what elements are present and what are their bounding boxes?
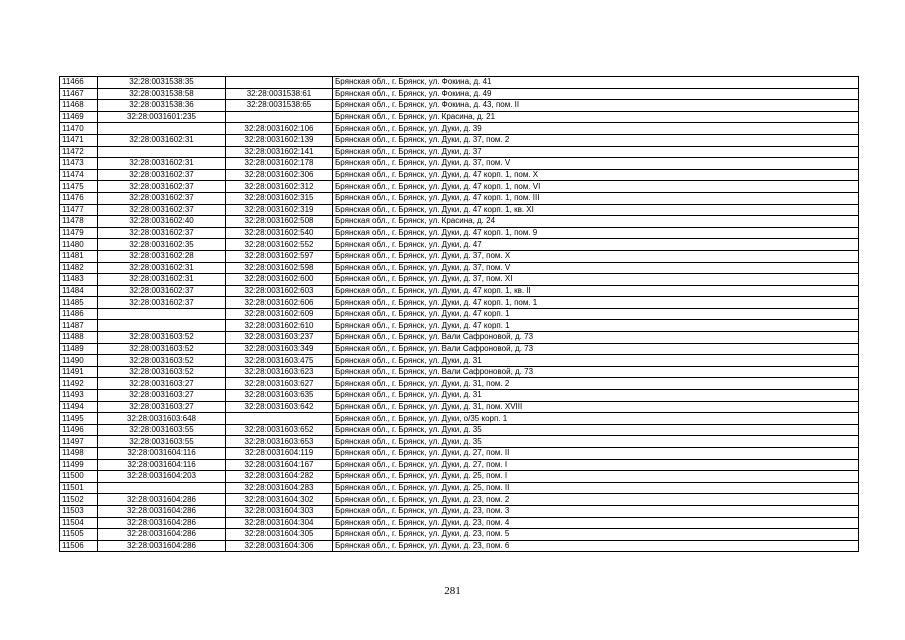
table-row [60,401,859,413]
cadastral-number-parcel-cell [98,146,226,158]
table-row [60,413,859,425]
address-cell: Брянская обл., г. Брянск, ул. Дуки, д. 47 корп. 1 [333,320,859,332]
table-row [60,424,859,436]
row-number-cell: 11477 [60,204,98,216]
row-number-cell: 11506 [60,540,98,552]
row-number-cell: 11497 [60,436,98,448]
cadastral-number-object-cell: 32:28:0031602:106 [226,123,333,135]
address-cell: Брянская обл., г. Брянск, ул. Дуки, д. 31, пом. XVIII [333,401,859,413]
cadastral-number-parcel-cell: 32:28:0031603:52 [98,355,226,367]
table-row [60,250,859,262]
cadastral-number-parcel-cell: 32:28:0031603:52 [98,332,226,344]
address-cell: Брянская обл., г. Брянск, ул. Дуки, д. 35 [333,424,859,436]
row-number-cell: 11478 [60,216,98,228]
row-number-cell: 11489 [60,343,98,355]
cadastral-number-parcel-cell: 32:28:0031602:37 [98,204,226,216]
table-row [60,482,859,494]
row-number-cell: 11480 [60,239,98,251]
cadastral-number-parcel-cell [98,123,226,135]
row-number-cell: 11496 [60,424,98,436]
table-row [60,378,859,390]
cadastral-number-object-cell [226,413,333,425]
cadastral-number-parcel-cell: 32:28:0031602:35 [98,239,226,251]
cadastral-number-object-cell: 32:28:0031602:315 [226,192,333,204]
row-number-cell: 11491 [60,366,98,378]
row-number-cell: 11500 [60,471,98,483]
address-cell: Брянская обл., г. Брянск, ул. Дуки, д. 37, пом. 2 [333,134,859,146]
address-cell: Брянская обл., г. Брянск, ул. Дуки, д. 23, пом. 4 [333,517,859,529]
address-cell: Брянская обл., г. Брянск, ул. Дуки, д. 31, пом. 2 [333,378,859,390]
cadastral-number-parcel-cell: 32:28:0031603:648 [98,413,226,425]
cadastral-number-object-cell: 32:28:0031603:623 [226,366,333,378]
address-cell: Брянская обл., г. Брянск, ул. Дуки, д. 47 корп. 1, пом. X [333,169,859,181]
cadastral-number-object-cell: 32:28:0031604:167 [226,459,333,471]
address-cell: Брянская обл., г. Брянск, ул. Фокина, д. 49 [333,88,859,100]
table-row [60,355,859,367]
row-number-cell: 11467 [60,88,98,100]
cadastral-number-object-cell: 32:28:0031603:635 [226,390,333,402]
cadastral-number-object-cell: 32:28:0031603:642 [226,401,333,413]
table-row [60,297,859,309]
address-cell: Брянская обл., г. Брянск, ул. Дуки, д. 23, пом. 3 [333,505,859,517]
address-cell: Брянская обл., г. Брянск, ул. Вали Сафроновой, д. 73 [333,366,859,378]
cadastral-number-parcel-cell: 32:28:0031603:55 [98,424,226,436]
row-number-cell: 11466 [60,77,98,89]
address-cell: Брянская обл., г. Брянск, ул. Дуки, д. 37, пом. V [333,262,859,274]
cadastral-number-parcel-cell: 32:28:0031604:286 [98,505,226,517]
cadastral-number-object-cell: 32:28:0031603:627 [226,378,333,390]
cadastral-number-parcel-cell: 32:28:0031603:55 [98,436,226,448]
address-cell: Брянская обл., г. Брянск, ул. Дуки, д. 47 корп. 1, пом. 9 [333,227,859,239]
table-row [60,227,859,239]
row-number-cell: 11484 [60,285,98,297]
row-number-cell: 11490 [60,355,98,367]
cadastral-number-object-cell: 32:28:0031602:540 [226,227,333,239]
table-row [60,471,859,483]
table-row [60,100,859,112]
address-cell: Брянская обл., г. Брянск, ул. Дуки, д. 25, пом. I [333,471,859,483]
address-cell: Брянская обл., г. Брянск, ул. Дуки, д. 47 корп. 1, кв. II [333,285,859,297]
cadastral-number-object-cell: 32:28:0031538:65 [226,100,333,112]
cadastral-number-object-cell: 32:28:0031602:610 [226,320,333,332]
table-row [60,448,859,460]
cadastral-number-parcel-cell: 32:28:0031538:35 [98,77,226,89]
table-row [60,505,859,517]
address-cell: Брянская обл., г. Брянск, ул. Дуки, д. 23, пом. 6 [333,540,859,552]
row-number-cell: 11479 [60,227,98,239]
cadastral-number-object-cell: 32:28:0031602:597 [226,250,333,262]
address-cell: Брянская обл., г. Брянск, ул. Красина, д. 21 [333,111,859,123]
cadastral-number-parcel-cell: 32:28:0031603:52 [98,343,226,355]
table-row [60,494,859,506]
address-cell: Брянская обл., г. Брянск, ул. Дуки, д. 37, пом. X [333,250,859,262]
address-cell: Брянская обл., г. Брянск, ул. Дуки, д. 27, пом. II [333,448,859,460]
cadastral-number-parcel-cell: 32:28:0031602:31 [98,158,226,170]
address-cell: Брянская обл., г. Брянск, ул. Дуки, д. 47 корп. 1, пом. VI [333,181,859,193]
row-number-cell: 11476 [60,192,98,204]
table-row [60,77,859,89]
address-cell: Брянская обл., г. Брянск, ул. Дуки, д. 35 [333,436,859,448]
cadastral-number-parcel-cell: 32:28:0031602:37 [98,285,226,297]
table-row [60,88,859,100]
cadastral-number-object-cell: 32:28:0031602:609 [226,308,333,320]
address-cell: Брянская обл., г. Брянск, ул. Фокина, д. 41 [333,77,859,89]
table-row [60,343,859,355]
table-row [60,320,859,332]
cadastral-number-object-cell: 32:28:0031602:178 [226,158,333,170]
cadastral-number-parcel-cell: 32:28:0031602:31 [98,262,226,274]
table-row [60,459,859,471]
cadastral-number-object-cell: 32:28:0031602:312 [226,181,333,193]
row-number-cell: 11498 [60,448,98,460]
address-cell: Брянская обл., г. Брянск, ул. Дуки, д. 27, пом. I [333,459,859,471]
row-number-cell: 11495 [60,413,98,425]
address-cell: Брянская обл., г. Брянск, ул. Красина, д. 24 [333,216,859,228]
cadastral-number-parcel-cell: 32:28:0031603:52 [98,366,226,378]
row-number-cell: 11493 [60,390,98,402]
row-number-cell: 11482 [60,262,98,274]
row-number-cell: 11473 [60,158,98,170]
cadastral-number-parcel-cell: 32:28:0031602:37 [98,227,226,239]
cadastral-number-parcel-cell [98,482,226,494]
address-cell: Брянская обл., г. Брянск, ул. Дуки, д. 37, пом. V [333,158,859,170]
address-cell: Брянская обл., г. Брянск, ул. Дуки, д. 47 корп. 1 [333,308,859,320]
cadastral-number-object-cell: 32:28:0031602:139 [226,134,333,146]
row-number-cell: 11481 [60,250,98,262]
cadastral-number-parcel-cell: 32:28:0031604:286 [98,517,226,529]
table-row [60,366,859,378]
table-row [60,540,859,552]
row-number-cell: 11472 [60,146,98,158]
row-number-cell: 11485 [60,297,98,309]
cadastral-number-object-cell: 32:28:0031602:598 [226,262,333,274]
address-cell: Брянская обл., г. Брянск, ул. Фокина, д. 43, пом. II [333,100,859,112]
table-row [60,274,859,286]
address-cell: Брянская обл., г. Брянск, ул. Вали Сафроновой, д. 73 [333,343,859,355]
table-row [60,192,859,204]
table-row [60,529,859,541]
address-cell: Брянская обл., г. Брянск, ул. Дуки, о/35 корп. 1 [333,413,859,425]
cadastral-number-parcel-cell [98,308,226,320]
cadastral-number-parcel-cell: 32:28:0031601:235 [98,111,226,123]
table-row [60,216,859,228]
table-row [60,204,859,216]
cadastral-number-parcel-cell: 32:28:0031602:37 [98,192,226,204]
table-row [60,390,859,402]
cadastral-number-parcel-cell [98,320,226,332]
cadastral-number-object-cell: 32:28:0031602:603 [226,285,333,297]
table-row [60,308,859,320]
row-number-cell: 11492 [60,378,98,390]
cadastral-number-parcel-cell: 32:28:0031604:116 [98,459,226,471]
table-row [60,239,859,251]
address-cell: Брянская обл., г. Брянск, ул. Дуки, д. 31 [333,355,859,367]
cadastral-number-parcel-cell: 32:28:0031604:286 [98,529,226,541]
address-cell: Брянская обл., г. Брянск, ул. Дуки, д. 47 корп. 1, пом. III [333,192,859,204]
row-number-cell: 11474 [60,169,98,181]
cadastral-number-object-cell: 32:28:0031604:302 [226,494,333,506]
address-cell: Брянская обл., г. Брянск, ул. Дуки, д. 25, пом. II [333,482,859,494]
table-row [60,517,859,529]
cadastral-number-parcel-cell: 32:28:0031602:40 [98,216,226,228]
cadastral-number-object-cell: 32:28:0031602:600 [226,274,333,286]
cadastral-number-object-cell: 32:28:0031602:508 [226,216,333,228]
cadastral-number-parcel-cell: 32:28:0031602:37 [98,297,226,309]
cadastral-number-parcel-cell: 32:28:0031604:116 [98,448,226,460]
address-cell: Брянская обл., г. Брянск, ул. Дуки, д. 37, пом. XI [333,274,859,286]
row-number-cell: 11471 [60,134,98,146]
cadastral-number-object-cell: 32:28:0031604:305 [226,529,333,541]
cadastral-number-object-cell: 32:28:0031538:61 [226,88,333,100]
table-row [60,158,859,170]
cadastral-number-object-cell [226,111,333,123]
cadastral-number-parcel-cell: 32:28:0031604:286 [98,494,226,506]
cadastral-number-parcel-cell: 32:28:0031602:37 [98,181,226,193]
cadastral-number-object-cell: 32:28:0031602:306 [226,169,333,181]
cadastral-number-object-cell: 32:28:0031604:119 [226,448,333,460]
cadastral-number-object-cell: 32:28:0031604:303 [226,505,333,517]
cadastral-number-object-cell: 32:28:0031603:653 [226,436,333,448]
table-row [60,123,859,135]
row-number-cell: 11488 [60,332,98,344]
cadastral-number-parcel-cell: 32:28:0031603:27 [98,390,226,402]
row-number-cell: 11494 [60,401,98,413]
cadastral-number-object-cell: 32:28:0031602:319 [226,204,333,216]
table-row [60,111,859,123]
table-row [60,134,859,146]
cadastral-number-parcel-cell: 32:28:0031538:36 [98,100,226,112]
cadastral-number-object-cell: 32:28:0031603:349 [226,343,333,355]
address-cell: Брянская обл., г. Брянск, ул. Дуки, д. 23, пом. 5 [333,529,859,541]
row-number-cell: 11469 [60,111,98,123]
cadastral-number-object-cell: 32:28:0031602:552 [226,239,333,251]
page-number: 281 [444,585,461,597]
address-cell: Брянская обл., г. Брянск, ул. Дуки, д. 47 корп. 1, пом. 1 [333,297,859,309]
table-row [60,181,859,193]
address-cell: Брянская обл., г. Брянск, ул. Дуки, д. 47 [333,239,859,251]
cadastral-number-parcel-cell: 32:28:0031602:31 [98,134,226,146]
cadastral-number-parcel-cell: 32:28:0031602:37 [98,169,226,181]
cadastral-number-object-cell: 32:28:0031604:283 [226,482,333,494]
cadastral-number-object-cell: 32:28:0031603:652 [226,424,333,436]
cadastral-number-object-cell: 32:28:0031604:282 [226,471,333,483]
row-number-cell: 11483 [60,274,98,286]
cadastral-number-parcel-cell: 32:28:0031602:31 [98,274,226,286]
address-cell: Брянская обл., г. Брянск, ул. Дуки, д. 23, пом. 2 [333,494,859,506]
address-cell: Брянская обл., г. Брянск, ул. Вали Сафроновой, д. 73 [333,332,859,344]
address-cell: Брянская обл., г. Брянск, ул. Дуки, д. 37 [333,146,859,158]
cadastral-number-object-cell: 32:28:0031602:141 [226,146,333,158]
row-number-cell: 11468 [60,100,98,112]
row-number-cell: 11503 [60,505,98,517]
cadastral-number-parcel-cell: 32:28:0031604:203 [98,471,226,483]
table-row [60,169,859,181]
table-row [60,285,859,297]
row-number-cell: 11504 [60,517,98,529]
cadastral-number-object-cell: 32:28:0031603:475 [226,355,333,367]
row-number-cell: 11486 [60,308,98,320]
table-row [60,332,859,344]
table-row [60,146,859,158]
table-row [60,262,859,274]
cadastral-number-object-cell: 32:28:0031604:306 [226,540,333,552]
address-cell: Брянская обл., г. Брянск, ул. Дуки, д. 31 [333,390,859,402]
cadastral-number-parcel-cell: 32:28:0031603:27 [98,378,226,390]
cadastral-number-object-cell: 32:28:0031602:606 [226,297,333,309]
row-number-cell: 11470 [60,123,98,135]
address-cell: Брянская обл., г. Брянск, ул. Дуки, д. 47 корп. 1, кв. XI [333,204,859,216]
property-table-body [60,77,859,552]
row-number-cell: 11487 [60,320,98,332]
cadastral-number-object-cell [226,77,333,89]
cadastral-number-parcel-cell: 32:28:0031604:286 [98,540,226,552]
address-cell: Брянская обл., г. Брянск, ул. Дуки, д. 39 [333,123,859,135]
cadastral-number-parcel-cell: 32:28:0031603:27 [98,401,226,413]
cadastral-number-object-cell: 32:28:0031604:304 [226,517,333,529]
row-number-cell: 11502 [60,494,98,506]
table-row [60,436,859,448]
cadastral-number-parcel-cell: 32:28:0031602:28 [98,250,226,262]
row-number-cell: 11499 [60,459,98,471]
row-number-cell: 11501 [60,482,98,494]
cadastral-number-object-cell: 32:28:0031603:237 [226,332,333,344]
row-number-cell: 11505 [60,529,98,541]
row-number-cell: 11475 [60,181,98,193]
property-table [59,76,859,552]
cadastral-number-parcel-cell: 32:28:0031538:58 [98,88,226,100]
